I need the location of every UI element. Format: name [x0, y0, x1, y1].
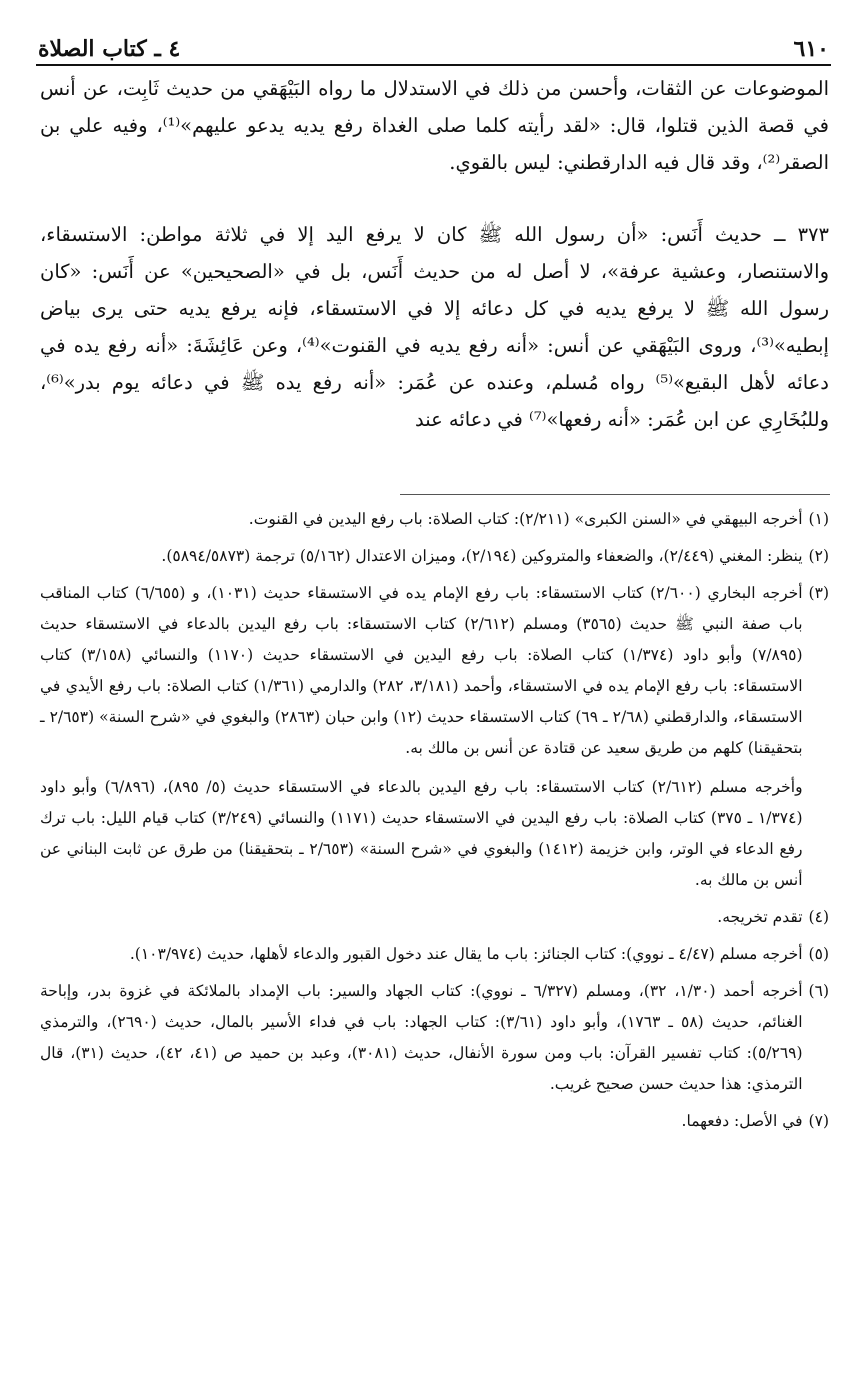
footnote	[40, 976, 829, 1100]
footnote	[40, 504, 829, 535]
footnote-body	[40, 578, 803, 896]
footnote-text: ينظر: المغني (٢/٤٤٩)، والضعفاء والمتروكين (٢/١٩٤)، وميزان الاعتدال (٥/١٦٢) ترجمة (٥٨٩٤/٥٨٧٣).	[161, 547, 803, 565]
footnote-text: أخرجه البيهقي في «السنن الكبرى» (٢/٢١١): كتاب الصلاة: باب رفع اليدين في القنوت.	[248, 510, 803, 528]
page-header	[38, 22, 829, 62]
header-rule	[36, 64, 831, 66]
footnote-number: (٥)	[808, 945, 829, 963]
footnote-text: وأخرجه مسلم (٢/٦١٢) كتاب الاستسقاء: باب رفع اليدين بالدعاء في الاستسقاء حديث (٥/ ٨٩٥)، (٦/٨٩٦) وأبو داود (١/٣٧٤ ـ ٣٧٥) كتاب الصلاة: باب رفع اليدين في الاستسقاء حديث (١١٧١) والنسائي (٣/٢٤٩) كتاب قيام الليل: باب ترك رفع الدعاء في الوتر، وابن خزيمة (١٤١٢) والبغوي في «شرح السنة» (٢/٦٥٣ ـ بتحقيقنا) من طرق عن ثابت البناني عن أنس بن مالك به.	[40, 778, 803, 889]
footnote-body	[40, 939, 803, 970]
footnote	[40, 902, 829, 933]
footnote	[40, 1106, 829, 1137]
footnote-text: في الأصل: دفعهما.	[681, 1112, 803, 1130]
footnote-number: (٧)	[808, 1112, 829, 1130]
footnotes	[40, 504, 829, 1143]
footnote-number: (٢)	[808, 547, 829, 565]
footnote-text: أخرجه مسلم (٤/٤٧ ـ نووي): كتاب الجنائز: باب ما يقال عند دخول القبور والدعاء لأهلها، حديث (١٠٣/٩٧٤).	[129, 945, 803, 963]
footnote-body	[40, 976, 803, 1100]
footnote-text: تقدم تخريجه.	[717, 908, 803, 926]
footnote-number: (٦)	[808, 982, 829, 1000]
running-title: ٤ ـ كتاب الصلاة	[38, 36, 181, 62]
main-text	[40, 70, 829, 438]
main-paragraph: ٣٧٣ ــ حديث أَنَس: «أن رسول الله ﷺ كان لا يرفع اليد إلا في ثلاثة مواطن: الاستسقاء، والاستنصار، وعشية عرفة»، لا أصل له من حديث أَنَس، بل في «الصحيحين» عن أَنَس: «كان رسول الله ﷺ لا يرفع يديه في كل دعائه إلا في الاستسقاء، فإنه يرفع يديه حتى يرى بياض إبطيه»⁽³⁾، وروى البَيْهَقي عن أنس: «أنه رفع يديه في القنوت»⁽⁴⁾، وعن عَائِشَةَ: «أنه رفع يده في دعائه لأهل البقيع»⁽⁵⁾ رواه مُسلم، وعنده عن عُمَر: «أنه رفع يده ﷺ في دعائه يوم بدر»⁽⁶⁾، وللبُخَارِي عن ابن عُمَر: «أنه رفعها»⁽⁷⁾ في دعائه عند	[40, 223, 829, 431]
footnote-number: (٤)	[808, 908, 829, 926]
footnote-number: (٣)	[808, 584, 829, 602]
footnote-body	[40, 504, 803, 535]
footnote-text: أخرجه البخاري (٢/٦٠٠) كتاب الاستسقاء: باب رفع الإمام يده في الاستسقاء حديث (١٠٣١)، و (٦/٦٥٥) كتاب المناقب باب صفة النبي ﷺ حديث (٣٥٦٥) ومسلم (٢/٦١٢) كتاب الاستسقاء: باب رفع اليدين بالدعاء في الاستسقاء حديث (٧/٨٩٥) وأبو داود (١/٣٧٤) كتاب الصلاة: باب رفع اليدين في الاستسقاء حديث (١١٧٠) والنسائي (٣/١٥٨) كتاب الاستسقاء: باب رفع الإمام يده في الاستسقاء، وأحمد (٣/١٨١، ٢٨٢) والدارمي (١/٣٦١) كتاب الصلاة: باب رفع الأيدي في الاستسقاء، والدارقطني (٢/٦٨ ـ ٦٩) كتاب الاستسقاء حديث (١٢) وابن حبان (٢٨٦٣) والبغوي في «شرح السنة» (٢/٦٥٣ ـ بتحقيقنا) كلهم من طريق سعيد عن قتادة عن أنس بن مالك به.	[40, 584, 803, 757]
footnote-body	[40, 902, 803, 933]
footnote	[40, 578, 829, 896]
footnote-separator	[400, 494, 830, 495]
footnote-number: (١)	[808, 510, 829, 528]
footnote-body	[40, 1106, 803, 1137]
footnote-text: أخرجه أحمد (١/٣٠، ٣٢)، ومسلم (٦/٣٢٧ ـ نووي): كتاب الجهاد والسير: باب الإمداد بالملائكة في غزوة بدر، وإباحة الغنائم، حديث (٥٨ ـ ١٧٦٣)، وأبو داود (٣/٦١): كتاب الجهاد: باب في فداء الأسير بالمال، حديث (٢٦٩٠)، والترمذي (٥/٢٦٩): كتاب تفسير القرآن: باب ومن سورة الأنفال، حديث (٣٠٨١)، وعبد بن حميد ص (٤١، ٤٢)، حديث (٣١)، قال الترمذي: هذا حديث حسن صحيح غريب.	[40, 982, 803, 1093]
footnote-body	[40, 541, 803, 572]
footnote	[40, 541, 829, 572]
page-number: ٦١٠	[793, 36, 829, 62]
main-paragraph: الموضوعات عن الثقات، وأحسن من ذلك في الاستدلال ما رواه البَيْهَقي من حديث ثَابِت، عن أنس في قصة الذين قتلوا، قال: «لقد رأيته كلما صلى الغداة رفع يديه يدعو عليهم»⁽¹⁾، وفيه علي بن الصقر⁽²⁾، وقد قال فيه الدارقطني: ليس بالقوي.	[40, 77, 829, 174]
footnote	[40, 939, 829, 970]
